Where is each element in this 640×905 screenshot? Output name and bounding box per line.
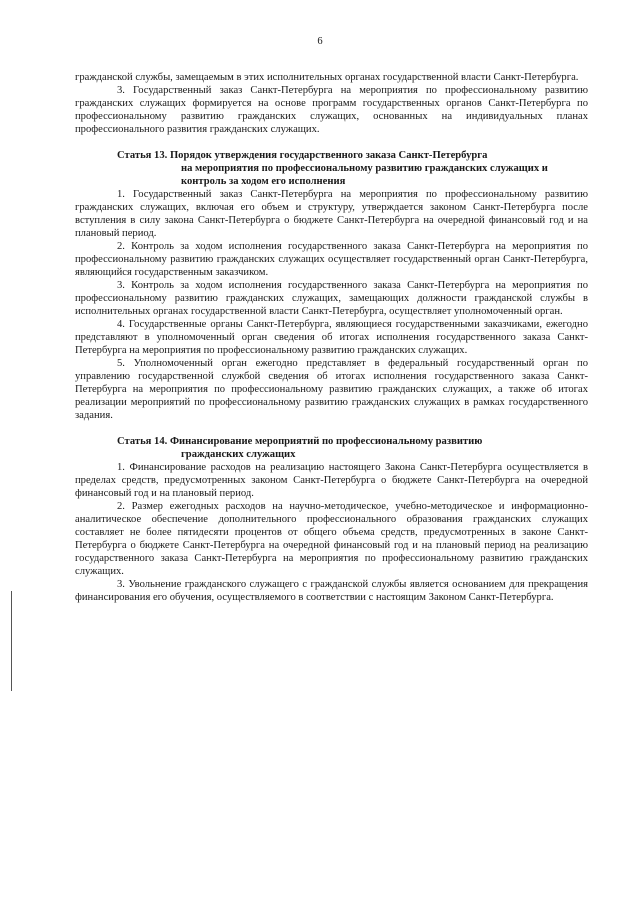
article-13-heading — [75, 149, 588, 188]
article-14-paragraph-1: 1. Финансирование расходов на реализацию настоящего Закона Санкт-Петербурга осуществляется в пределах средств, предусмотренных законом Санкт-Петербурга о бюджете Санкт-Петербурга на очередной финансовый год и на плановый период. — [75, 462, 588, 499]
article-12-continuation: гражданской службы, замещаемым в этих исполнительных органах государственной власти Санкт-Петербурга. — [75, 72, 579, 83]
article-14-heading-line2: гражданских служащих — [181, 449, 296, 460]
margin-rule — [11, 591, 12, 691]
article-14-paragraph-2: 2. Размер ежегодных расходов на научно-методическое, учебно-методическое и информационно-аналитическое обеспечение дополнительного профессионального образования гражданских служащих составляет не более пятидесяти процентов от общего объема средств, предусмотренных в законе Санкт-Петербурга о бюджете Санкт-Петербурга на очередной финансовый год и на плановый период на реализацию государственного заказа Санкт-Петербурга на мероприятия по профессиональному развитию гражданских служащих. — [75, 501, 588, 577]
article-13-paragraph-4: 4. Государственные органы Санкт-Петербурга, являющиеся государственными заказчиками, ежегодно представляют в уполномоченный орган сведения об итогах исполнения государственного заказа Санкт-Петербурга на мероприятия по профессиональному развитию гражданских служащих. — [75, 319, 588, 356]
article-14-paragraph-3: 3. Увольнение гражданского служащего с гражданской службы является основанием для прекращения финансирования его обучения, осуществляемого в соответствии с настоящим Законом Санкт-Петербурга. — [75, 579, 588, 603]
article-14-heading-line1: Статья 14. Финансирование мероприятий по профессиональному развитию — [117, 436, 483, 447]
page-number: 6 — [317, 36, 323, 47]
document-body — [75, 71, 588, 604]
article-13-paragraph-1: 1. Государственный заказ Санкт-Петербурга на мероприятия по профессиональному развитию гражданских служащих, включая его объем и структуру, утверждается законом Санкт-Петербурга после вступления в силу закона Санкт-Петербурга о бюджете Санкт-Петербурга на очередной финансовый год и на плановый период. — [75, 189, 588, 239]
article-12-paragraph-3: 3. Государственный заказ Санкт-Петербурга на мероприятия по профессиональному развитию гражданских служащих формируется на основе программ государственных органов Санкт-Петербурга по профессиональному развитию гражданских служащих, основанных на индивидуальных планах профессионального развития гражданских служащих. — [75, 85, 588, 135]
article-13-paragraph-3: 3. Контроль за ходом исполнения государственного заказа Санкт-Петербурга на мероприятия по профессиональному развитию гражданских служащих, замещающих должности гражданской службы в исполнительных органах государственной власти Санкт-Петербурга, осуществляет уполномоченный орган. — [75, 280, 588, 317]
article-13-paragraph-2: 2. Контроль за ходом исполнения государственного заказа Санкт-Петербурга на мероприятия по профессиональному развитию гражданских служащих осуществляет государственный орган Санкт-Петербурга, являющийся государственным заказчиком. — [75, 241, 588, 278]
article-13-paragraph-5: 5. Уполномоченный орган ежегодно представляет в федеральный государственный орган по управлению государственной службой сведения об итогах исполнения государственного заказа Санкт-Петербурга на мероприятия по профессиональному развитию гражданских служащих, а также об итогах реализации мероприятий по профессиональному развитию гражданских служащих в рамках государственного задания. — [75, 358, 588, 421]
article-13-heading-line2: на мероприятия по профессиональному развитию гражданских служащих и контроль за ходом его исполнения — [181, 163, 548, 187]
article-14-heading — [75, 435, 588, 461]
article-13-heading-line1: Статья 13. Порядок утверждения государственного заказа Санкт-Петербурга — [117, 150, 488, 161]
